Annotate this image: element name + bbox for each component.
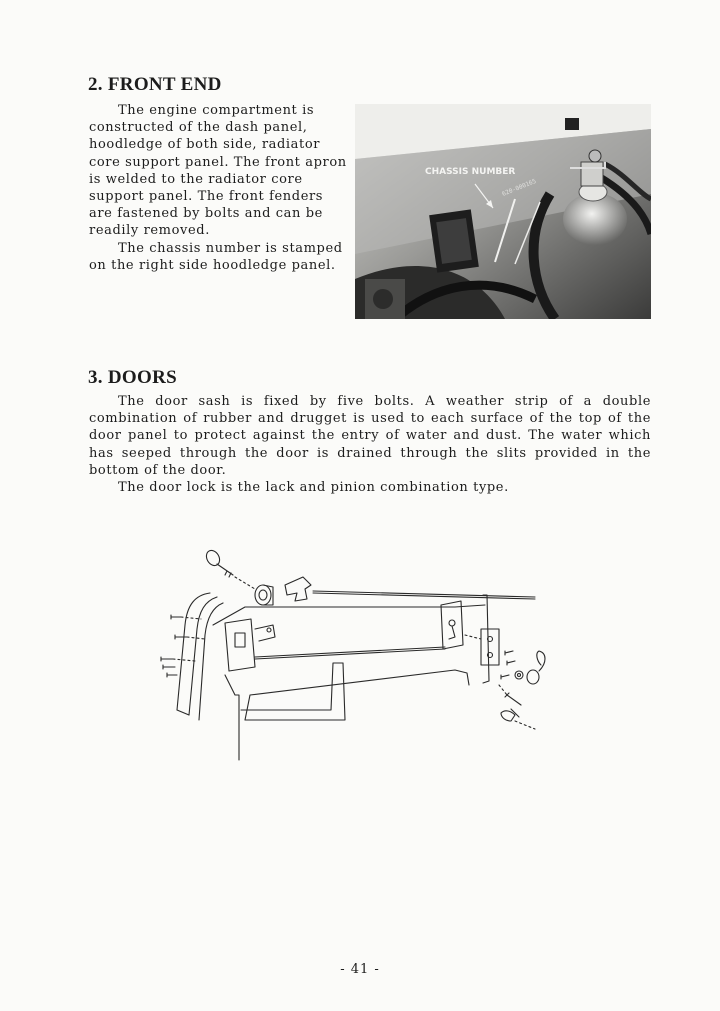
doors-paragraph-2: The door lock is the lack and pinion combination type.	[118, 480, 509, 496]
engine-compartment-photo	[355, 104, 651, 319]
page-number: - 41 -	[340, 962, 380, 977]
lock-cylinder-icon	[255, 585, 273, 605]
chassis-number-stamp: 620-000165	[501, 177, 538, 198]
door-lock-assembly-icon	[225, 619, 275, 671]
screws-and-washers-icon	[499, 651, 545, 729]
doors-text	[89, 393, 651, 496]
front-end-paragraph-2: The chassis number is stamped on the right side hoodledge panel.	[89, 240, 343, 273]
doors-paragraph-1: The door sash is fixed by five bolts. A weather strip of a double combination of rubber and drugget is used to each surface of the top of the door panel to protect against the entry of water and dust. The water which has seeped through the door is drained through the slits provided in the bottom of the door.	[89, 394, 651, 478]
chassis-number-callout: CHASSIS NUMBER	[425, 167, 516, 177]
key-icon	[204, 548, 233, 577]
retainer-clip-icon	[285, 577, 311, 601]
door-lock-exploded-diagram	[155, 545, 555, 765]
front-end-paragraph-1: The engine compartment is constructed of the dash panel, hoodledge of both side, radiator core support panel. The front apron is welded to the radiator core support panel. The front fenders are fastened by bolts and can be readily removed.	[89, 103, 347, 239]
section-heading-doors: 3. DOORS	[88, 367, 177, 388]
front-end-text	[89, 102, 347, 274]
section-heading-front-end: 2. FRONT END	[88, 74, 222, 95]
escutcheon-plate-icon	[481, 629, 499, 665]
inside-handle-icon	[441, 601, 463, 649]
